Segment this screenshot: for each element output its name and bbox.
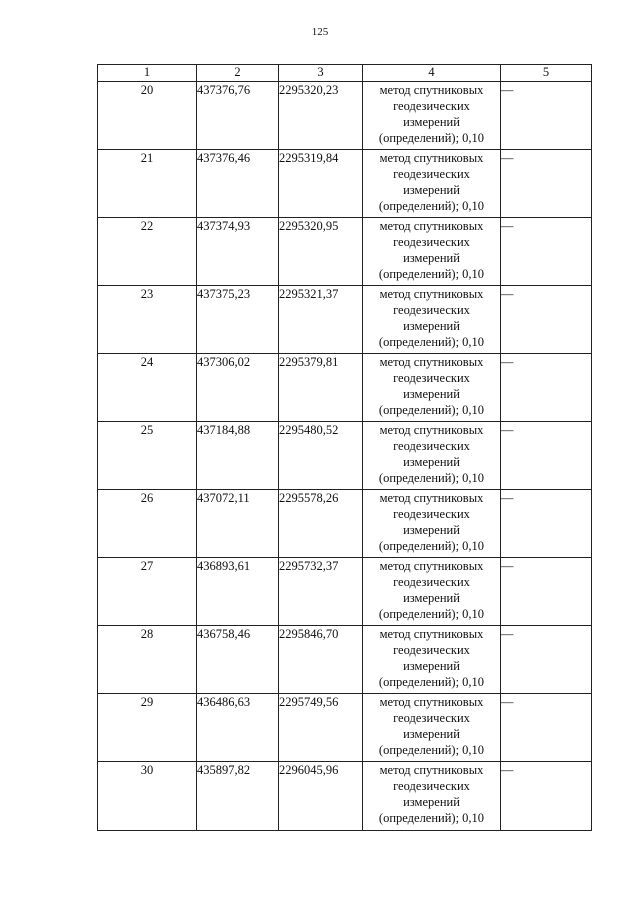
method-cell	[363, 626, 501, 694]
x-coordinate-cell: 436893,61	[197, 558, 279, 626]
method-line: измерений	[403, 591, 460, 605]
method-line: измерений	[403, 795, 460, 809]
method-line: измерений	[403, 455, 460, 469]
y-coordinate-cell: 2295578,26	[279, 490, 363, 558]
note-cell: —	[501, 490, 592, 558]
method-line: метод спутниковых	[379, 83, 484, 97]
method-line: (определений); 0,10	[378, 131, 485, 145]
y-coordinate-cell: 2295749,56	[279, 694, 363, 762]
method-cell	[363, 558, 501, 626]
table-row	[98, 626, 592, 694]
table-row	[98, 422, 592, 490]
y-coordinate-cell: 2295320,23	[279, 82, 363, 150]
x-coordinate-cell: 437376,46	[197, 150, 279, 218]
method-line: измерений	[403, 183, 460, 197]
method-line: (определений); 0,10	[378, 539, 485, 553]
table-header	[98, 65, 592, 82]
method-line: (определений); 0,10	[378, 471, 485, 485]
method-line: геодезических	[393, 439, 470, 453]
method-line: метод спутниковых	[379, 559, 484, 573]
method-line: метод спутниковых	[379, 491, 484, 505]
method-cell	[363, 218, 501, 286]
method-line: геодезических	[393, 643, 470, 657]
note-cell: —	[501, 626, 592, 694]
header-col-5: 5	[501, 65, 592, 82]
note-cell: —	[501, 762, 592, 831]
note-cell: —	[501, 218, 592, 286]
note-cell: —	[501, 422, 592, 490]
point-number-cell: 25	[98, 422, 197, 490]
page-number: 125	[311, 26, 329, 38]
method-cell	[363, 286, 501, 354]
x-coordinate-cell: 436758,46	[197, 626, 279, 694]
x-coordinate-cell: 436486,63	[197, 694, 279, 762]
coordinates-table	[97, 64, 592, 831]
method-cell	[363, 82, 501, 150]
point-number-cell: 22	[98, 218, 197, 286]
point-number-cell: 28	[98, 626, 197, 694]
method-cell	[363, 694, 501, 762]
method-line: (определений); 0,10	[378, 403, 485, 417]
method-cell	[363, 762, 501, 831]
x-coordinate-cell: 437376,76	[197, 82, 279, 150]
method-line: метод спутниковых	[379, 423, 484, 437]
method-line: измерений	[403, 727, 460, 741]
y-coordinate-cell: 2295321,37	[279, 286, 363, 354]
table-row	[98, 286, 592, 354]
method-line: (определений); 0,10	[378, 743, 485, 757]
note-cell: —	[501, 286, 592, 354]
table-row	[98, 150, 592, 218]
method-cell	[363, 150, 501, 218]
method-line: (определений); 0,10	[378, 675, 485, 689]
y-coordinate-cell: 2295379,81	[279, 354, 363, 422]
method-line: измерений	[403, 115, 460, 129]
table-row	[98, 218, 592, 286]
method-line: метод спутниковых	[379, 151, 484, 165]
method-line: измерений	[403, 387, 460, 401]
header-row	[98, 65, 592, 82]
table-row	[98, 82, 592, 150]
x-coordinate-cell: 437072,11	[197, 490, 279, 558]
table-row	[98, 762, 592, 831]
y-coordinate-cell: 2295320,95	[279, 218, 363, 286]
method-line: измерений	[403, 251, 460, 265]
y-coordinate-cell: 2296045,96	[279, 762, 363, 831]
method-line: геодезических	[393, 167, 470, 181]
note-cell: —	[501, 150, 592, 218]
point-number-cell: 26	[98, 490, 197, 558]
header-col-4: 4	[363, 65, 501, 82]
method-line: метод спутниковых	[379, 287, 484, 301]
method-line: метод спутниковых	[379, 763, 484, 777]
x-coordinate-cell: 437184,88	[197, 422, 279, 490]
point-number-cell: 29	[98, 694, 197, 762]
method-line: метод спутниковых	[379, 627, 484, 641]
table-body	[98, 82, 592, 831]
method-line: метод спутниковых	[379, 695, 484, 709]
method-cell	[363, 490, 501, 558]
method-line: (определений); 0,10	[378, 607, 485, 621]
y-coordinate-cell: 2295732,37	[279, 558, 363, 626]
y-coordinate-cell: 2295319,84	[279, 150, 363, 218]
method-line: геодезических	[393, 235, 470, 249]
table-row	[98, 354, 592, 422]
table-row	[98, 558, 592, 626]
x-coordinate-cell: 437374,93	[197, 218, 279, 286]
header-col-2: 2	[197, 65, 279, 82]
table-row	[98, 694, 592, 762]
point-number-cell: 23	[98, 286, 197, 354]
method-line: измерений	[403, 319, 460, 333]
method-line: (определений); 0,10	[378, 199, 485, 213]
note-cell: —	[501, 694, 592, 762]
method-line: геодезических	[393, 575, 470, 589]
note-cell: —	[501, 82, 592, 150]
method-line: геодезических	[393, 779, 470, 793]
point-number-cell: 21	[98, 150, 197, 218]
method-line: метод спутниковых	[379, 355, 484, 369]
method-line: геодезических	[393, 507, 470, 521]
method-line: измерений	[403, 523, 460, 537]
method-line: геодезических	[393, 303, 470, 317]
x-coordinate-cell: 437306,02	[197, 354, 279, 422]
x-coordinate-cell: 435897,82	[197, 762, 279, 831]
method-line: (определений); 0,10	[378, 267, 485, 281]
method-line: измерений	[403, 659, 460, 673]
method-line: метод спутниковых	[379, 219, 484, 233]
y-coordinate-cell: 2295480,52	[279, 422, 363, 490]
method-line: геодезических	[393, 711, 470, 725]
point-number-cell: 20	[98, 82, 197, 150]
y-coordinate-cell: 2295846,70	[279, 626, 363, 694]
x-coordinate-cell: 437375,23	[197, 286, 279, 354]
method-line: (определений); 0,10	[378, 335, 485, 349]
method-cell	[363, 354, 501, 422]
header-col-1: 1	[98, 65, 197, 82]
point-number-cell: 24	[98, 354, 197, 422]
point-number-cell: 30	[98, 762, 197, 831]
method-line: геодезических	[393, 371, 470, 385]
table-row	[98, 490, 592, 558]
method-cell	[363, 422, 501, 490]
method-line: геодезических	[393, 99, 470, 113]
point-number-cell: 27	[98, 558, 197, 626]
header-col-3: 3	[279, 65, 363, 82]
note-cell: —	[501, 354, 592, 422]
note-cell: —	[501, 558, 592, 626]
method-line: (определений); 0,10	[378, 811, 485, 825]
